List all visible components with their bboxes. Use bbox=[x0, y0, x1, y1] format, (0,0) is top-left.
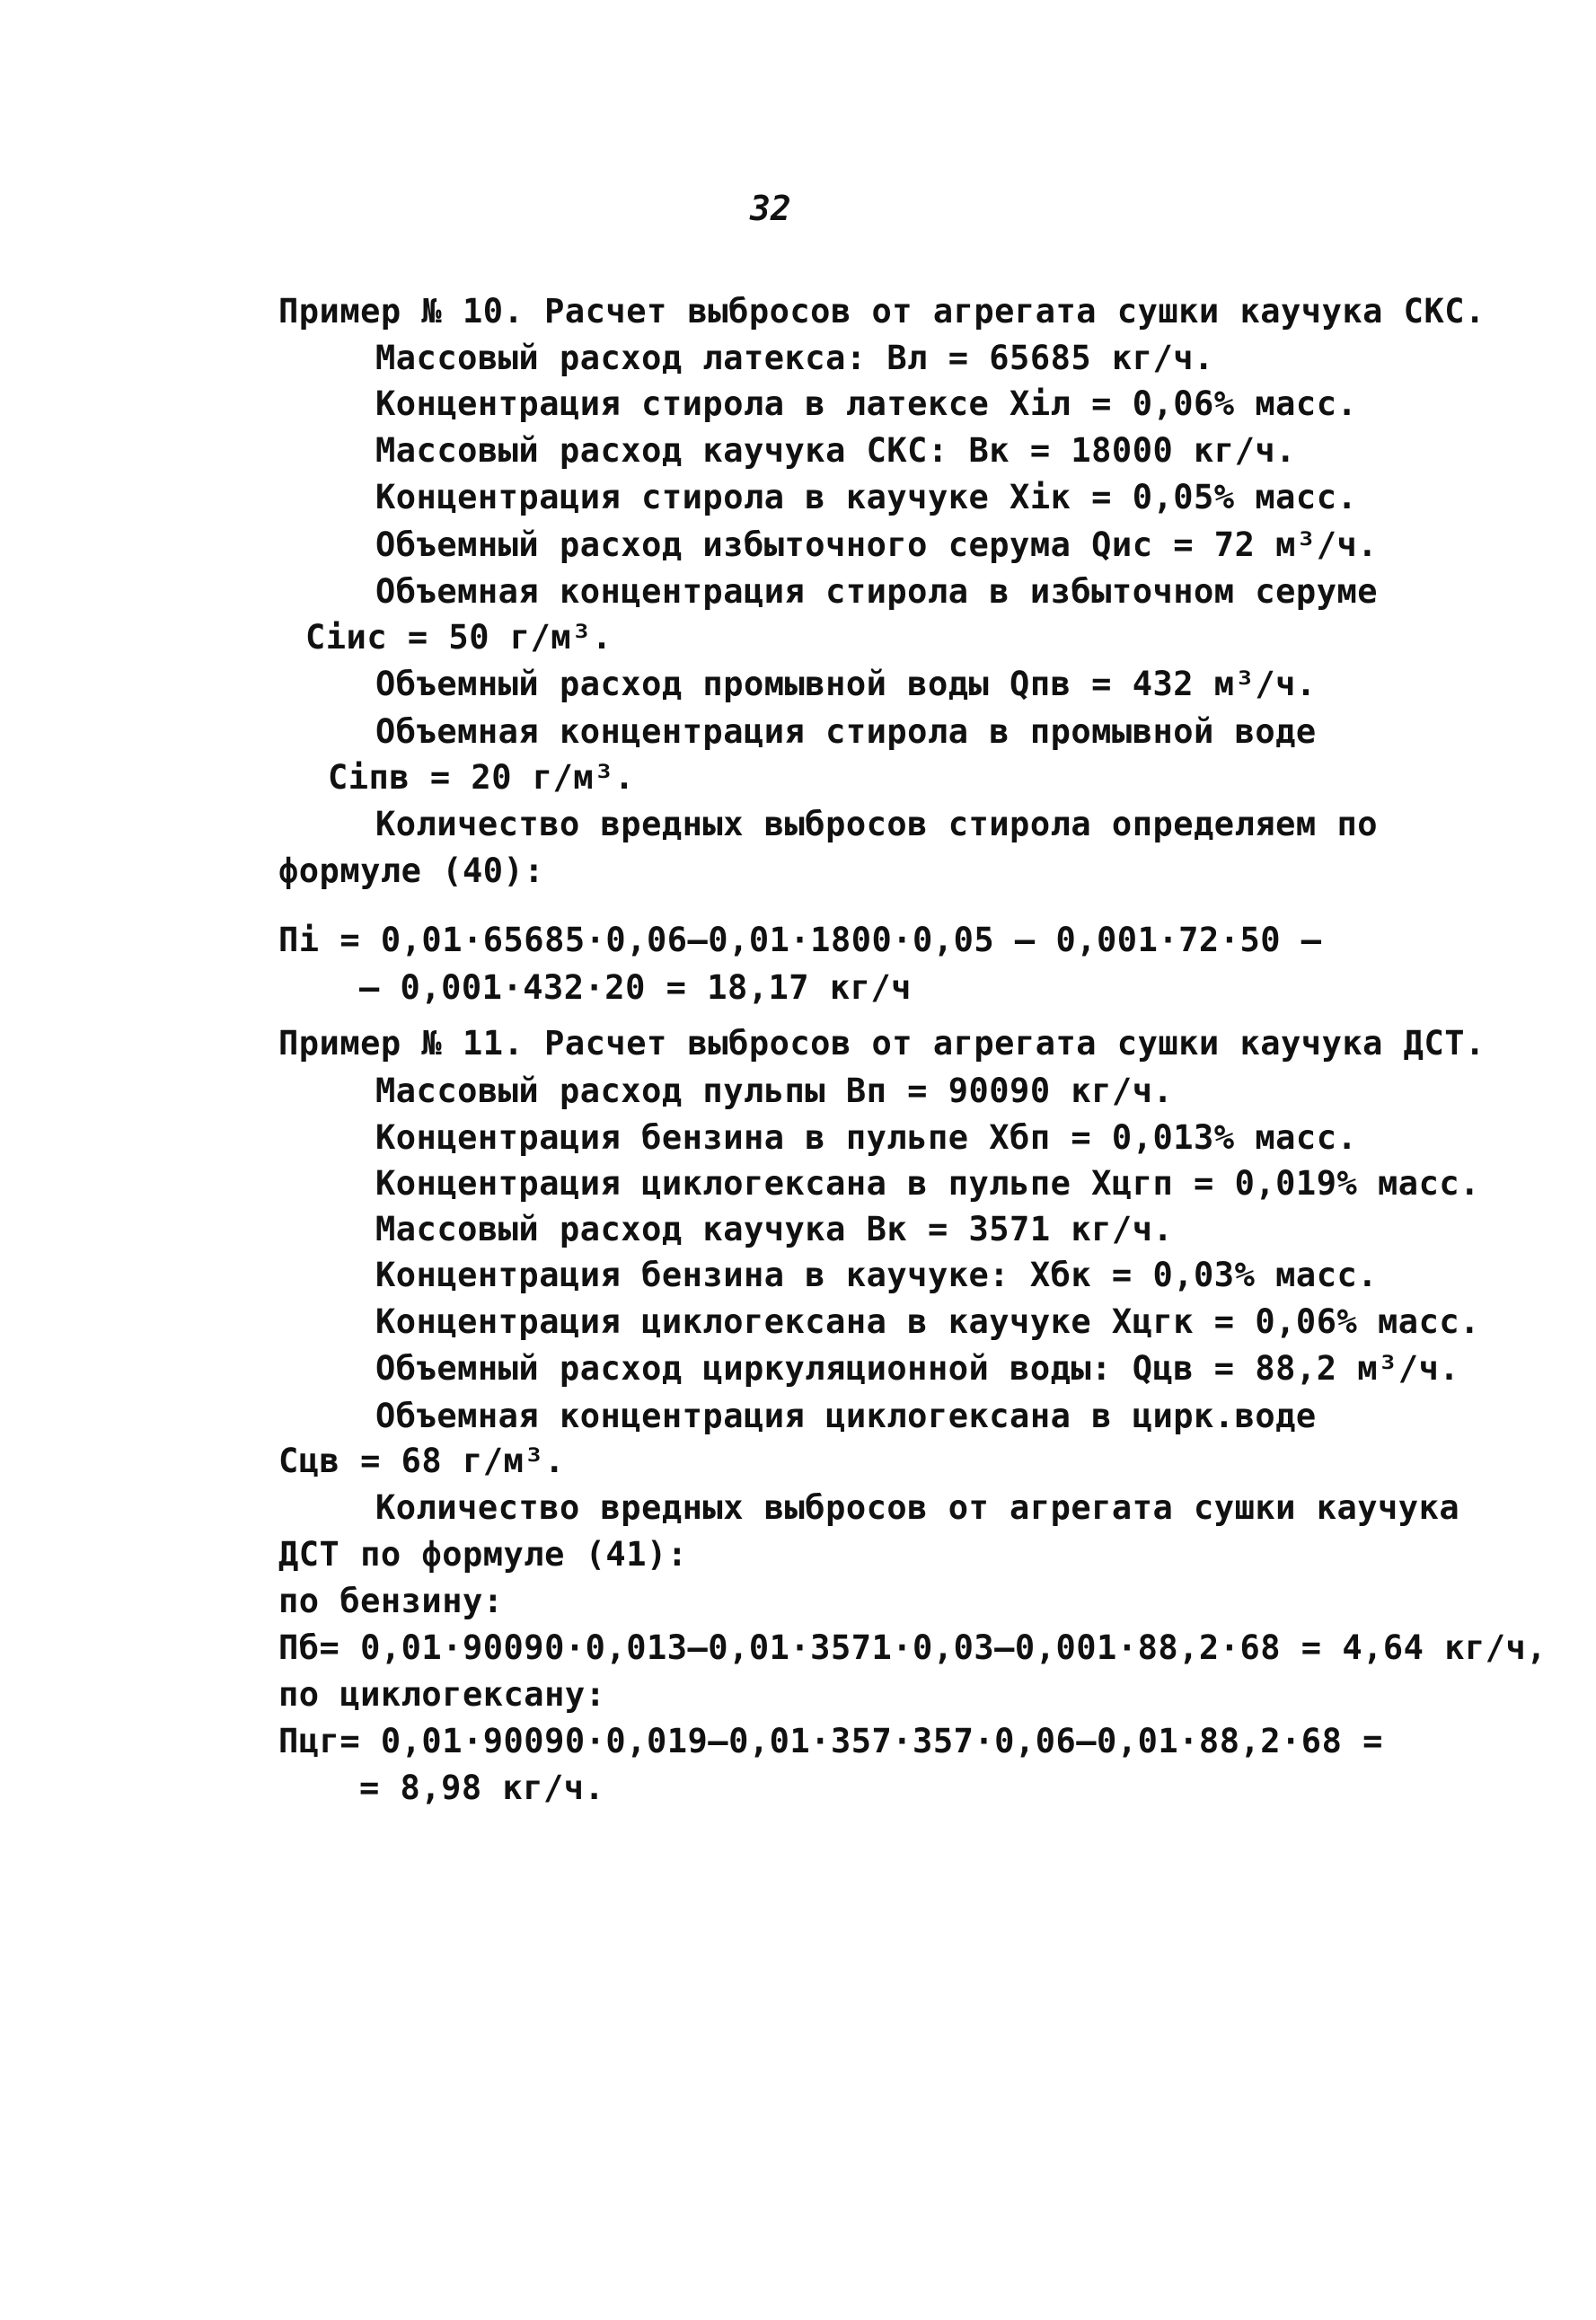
latex-mass-flow-line: Массовый расход латекса: Вл = 65685 кг/ч. bbox=[375, 339, 1214, 377]
formula-40-reference: формуле (40): bbox=[278, 851, 545, 890]
rubber-mass-flow-line: Массовый расход каучука СКС: Вк = 18000 кг/ч. bbox=[375, 431, 1296, 470]
cyclohexane-in-water-line: Объемная концентрация циклогексана в цирк.воде bbox=[375, 1397, 1317, 1435]
styrene-in-serum-value: Ciис = 50 г/м³. bbox=[305, 618, 613, 657]
styrene-in-serum-line: Объемная концентрация стирола в избыточном серуме bbox=[375, 572, 1379, 611]
petrol-in-pulp-line: Концентрация бензина в пульпе Xбп = 0,013% масс. bbox=[375, 1118, 1358, 1157]
styrene-emissions-intro: Количество вредных выбросов стирола определяем по bbox=[375, 805, 1379, 843]
circulation-water-flow-line: Объемный расход циркуляционной воды: Qцв = 88,2 м³/ч. bbox=[375, 1349, 1460, 1388]
styrene-in-wash-water-value: Ciпв = 20 г/м³. bbox=[328, 758, 635, 797]
serum-volume-flow-line: Объемный расход избыточного серума Qис = 72 м³/ч. bbox=[375, 525, 1379, 564]
cyclohexane-in-water-value: Сцв = 68 г/м³. bbox=[278, 1442, 565, 1480]
styrene-emission-result: – 0,001·432·20 = 18,17 кг/ч bbox=[359, 968, 912, 1007]
pulp-mass-flow-line: Массовый расход пульпы Вп = 90090 кг/ч. bbox=[375, 1072, 1174, 1110]
petrol-in-rubber-line: Концентрация бензина в каучуке: Xбк = 0,03% масс. bbox=[375, 1256, 1379, 1294]
cyclohexane-in-rubber-line: Концентрация циклогексана в каучуке Xцгк = 0,06% масс. bbox=[375, 1302, 1480, 1341]
example-11-heading: Пример № 11. Расчет выбросов от агрегата сушки каучука ДСТ. bbox=[278, 1024, 1486, 1063]
petrol-label: по бензину: bbox=[278, 1582, 504, 1620]
example-10-heading: Пример № 10. Расчет выбросов от агрегата сушки каучука СКС. bbox=[278, 292, 1486, 331]
cyclohexane-emission-formula: Пцг= 0,01·90090·0,019–0,01·357·357·0,06–0,01·88,2·68 = bbox=[278, 1722, 1383, 1760]
styrene-emission-formula: Пi = 0,01·65685·0,06–0,01·1800·0,05 – 0,001·72·50 – bbox=[278, 921, 1322, 959]
cyclohexane-label: по циклогексану: bbox=[278, 1675, 606, 1714]
page-number: 32 bbox=[750, 189, 791, 228]
dst-emissions-intro: Количество вредных выбросов от агрегата сушки каучука bbox=[375, 1488, 1460, 1527]
petrol-emission-formula: Пб= 0,01·90090·0,013–0,01·3571·0,03–0,001·88,2·68 = 4,64 кг/ч, bbox=[278, 1628, 1548, 1667]
styrene-in-latex-line: Концентрация стирола в латексе Xiл = 0,06% масс. bbox=[375, 384, 1358, 423]
cyclohexane-emission-result: = 8,98 кг/ч. bbox=[359, 1769, 605, 1807]
styrene-in-rubber-line: Концентрация стирола в каучуке Xiк = 0,05% масс. bbox=[375, 478, 1358, 516]
styrene-in-wash-water-line: Объемная концентрация стирола в промывной воде bbox=[375, 712, 1317, 751]
formula-41-reference: ДСТ по формуле (41): bbox=[278, 1535, 688, 1574]
rubber-mass-flow-dst-line: Массовый расход каучука Вк = 3571 кг/ч. bbox=[375, 1210, 1174, 1248]
wash-water-flow-line: Объемный расход промывной воды Qпв = 432 м³/ч. bbox=[375, 665, 1317, 703]
cyclohexane-in-pulp-line: Концентрация циклогексана в пульпе Xцгп = 0,019% масс. bbox=[375, 1164, 1480, 1203]
